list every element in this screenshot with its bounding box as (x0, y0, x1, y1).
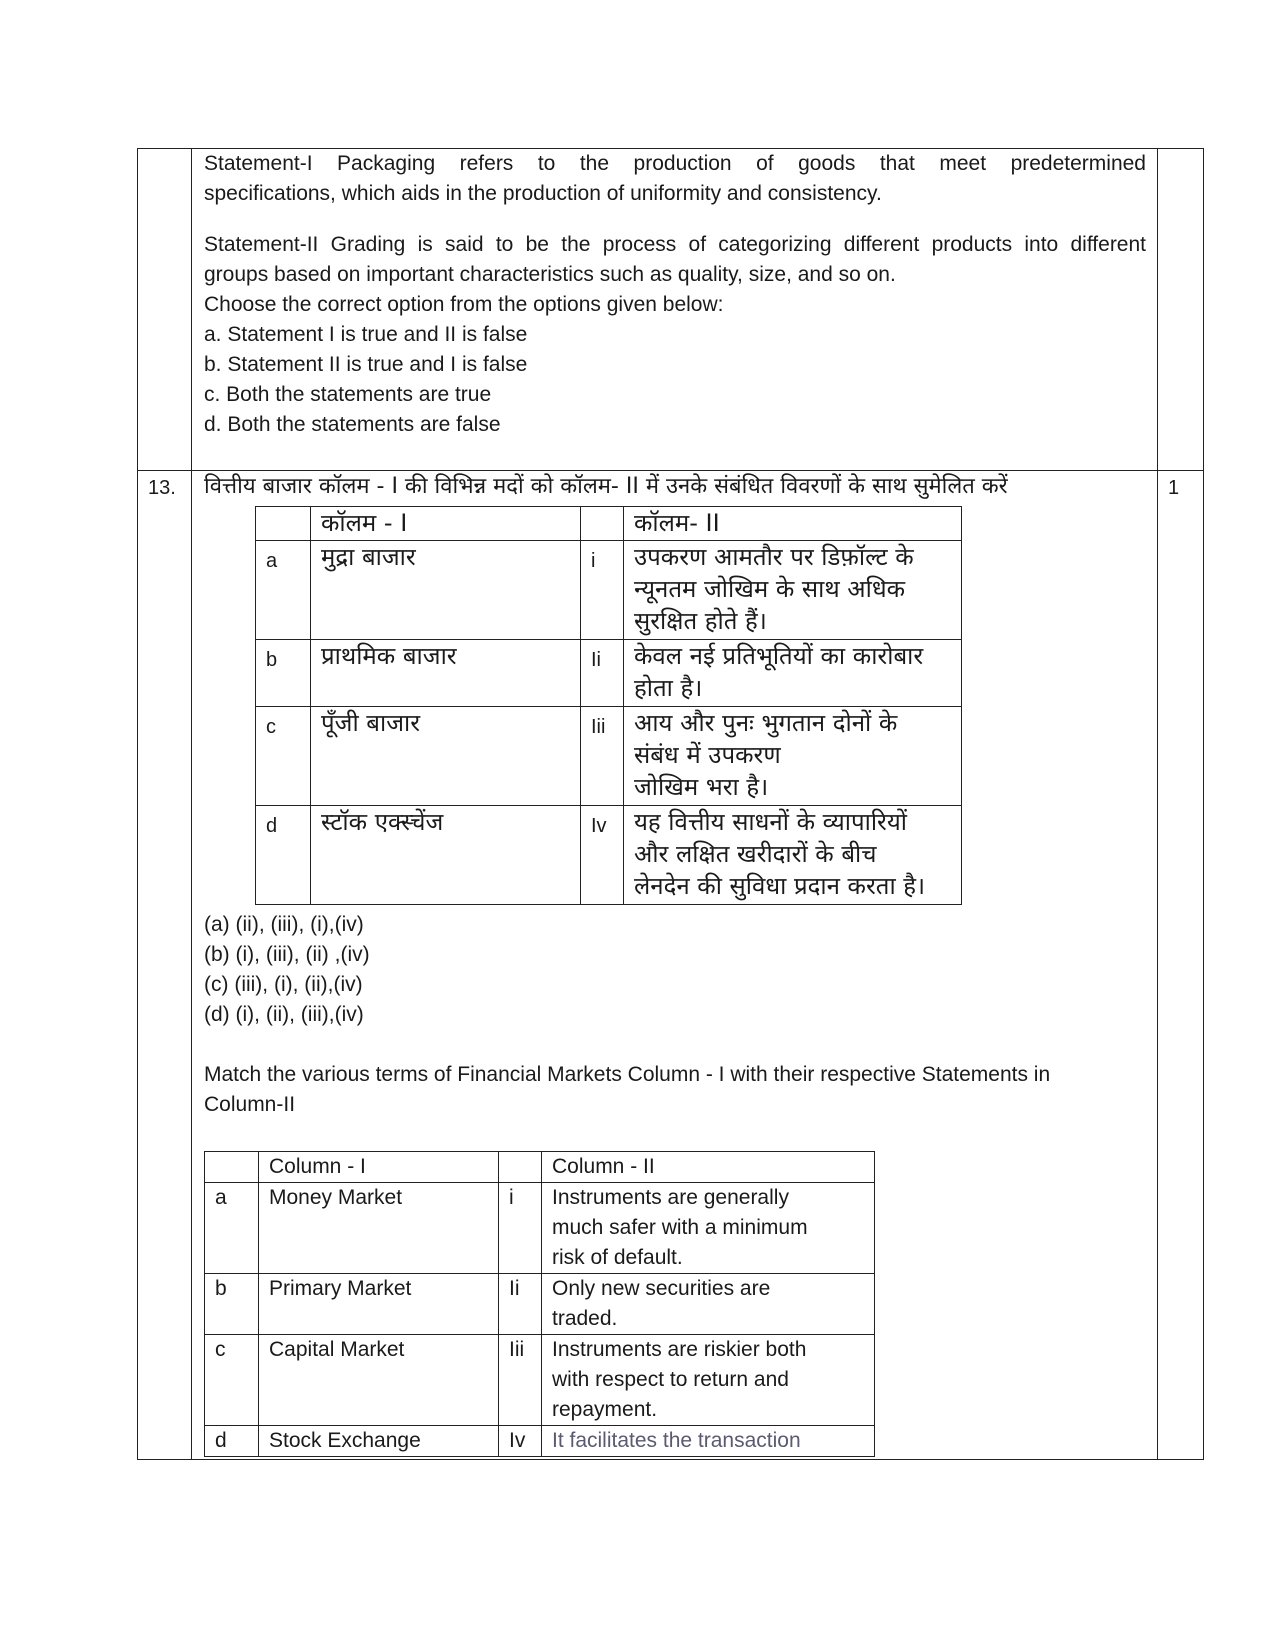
frame-right-border (1203, 148, 1204, 1459)
statement-line: उपकरण आमतौर पर डिफ़ॉल्ट के (634, 543, 914, 571)
row-key: a (205, 1183, 259, 1274)
english-question-line-1: Match the various terms of Financial Markets Column - I with their respective Statements in (204, 1063, 1051, 1086)
statement-line: संबंध में उपकरण (634, 741, 781, 769)
statement-line: risk of default. (552, 1246, 683, 1269)
statement-line: Only new securities are (552, 1277, 771, 1300)
table-row (205, 1335, 875, 1426)
table-row (256, 640, 962, 707)
row-term: Money Market (259, 1183, 499, 1274)
option-d: (d) (i), (ii), (iii),(iv) (204, 1003, 364, 1026)
statement-line: Instruments are generally (552, 1186, 789, 1209)
frame-bottom-border (137, 1459, 1204, 1460)
statement-option-b: b. Statement II is true and I is false (204, 353, 528, 376)
frame-left-border (137, 148, 138, 1459)
row-key: d (205, 1426, 259, 1457)
row-key: b (256, 640, 311, 707)
table-row (256, 707, 962, 806)
row-num: Iii (499, 1335, 542, 1426)
statement-line: केवल नई प्रतिभूतियों का कारोबार (634, 642, 924, 670)
table-row (256, 806, 962, 905)
frame-number-column-border (191, 148, 192, 1459)
table-row (205, 1274, 875, 1335)
row-num: Iv (499, 1426, 542, 1457)
row-term: पूँजी बाजार (311, 707, 581, 806)
row-num: Iii (581, 707, 624, 806)
row-statement (542, 1274, 875, 1335)
statement-1-line-1: Statement-I Packaging refers to the production of goods that meet predetermined (204, 152, 1146, 175)
row-num: Ii (581, 640, 624, 707)
statement-line: न्यूनतम जोखिम के साथ अधिक (634, 575, 906, 603)
row-key: d (256, 806, 311, 905)
option-b: (b) (i), (iii), (ii) ,(iv) (204, 943, 370, 966)
column-2-header: कॉलम- II (624, 507, 962, 541)
statement-line: Instruments are riskier both (552, 1338, 807, 1361)
row-term: मुद्रा बाजार (311, 541, 581, 640)
table-row (256, 541, 962, 640)
statement-line: सुरक्षित होते हैं। (634, 607, 767, 635)
statement-2-line-1: Statement-II Grading is said to be the process of categorizing different products into different (204, 233, 1146, 256)
table-cell (256, 507, 311, 541)
row-statement (624, 707, 962, 806)
statement-line: traded. (552, 1307, 618, 1330)
column-1-header: कॉलम - I (311, 507, 581, 541)
statement-instruction: Choose the correct option from the options given below: (204, 293, 724, 316)
statement-line: जोखिम भरा है। (634, 773, 769, 801)
option-a: (a) (ii), (iii), (i),(iv) (204, 913, 364, 936)
statement-2-line-2: groups based on important characteristics such as quality, size, and so on. (204, 263, 896, 286)
statement-option-d: d. Both the statements are false (204, 413, 501, 436)
row-statement: It facilitates the transaction (542, 1426, 875, 1457)
statement-option-c: c. Both the statements are true (204, 383, 492, 406)
row-statement (624, 806, 962, 905)
statement-line: much safer with a minimum (552, 1216, 808, 1239)
row-num: Ii (499, 1274, 542, 1335)
row-statement (624, 640, 962, 707)
table-row (205, 1426, 875, 1457)
row-key: c (256, 707, 311, 806)
statement-line: repayment. (552, 1398, 658, 1421)
english-question-line-2: Column-II (204, 1093, 296, 1116)
option-c: (c) (iii), (i), (ii),(iv) (204, 973, 363, 996)
table-row (205, 1183, 875, 1274)
row-num: i (499, 1183, 542, 1274)
english-match-table (204, 1151, 875, 1457)
row-term: Primary Market (259, 1274, 499, 1335)
row-term: Capital Market (259, 1335, 499, 1426)
statement-line: यह वित्तीय साधनों के व्यापारियों (634, 808, 907, 836)
table-cell (581, 507, 624, 541)
hindi-match-table (255, 506, 962, 905)
statement-line: with respect to return and (552, 1368, 789, 1391)
row-statement (542, 1335, 875, 1426)
table-header-row (256, 507, 962, 541)
row-num: Iv (581, 806, 624, 905)
row-term: स्टॉक एक्स्चेंज (311, 806, 581, 905)
statement-line: होता है। (634, 674, 703, 702)
question-marks: 1 (1168, 477, 1180, 499)
table-cell (205, 1152, 259, 1183)
hindi-question-text: वित्तीय बाजार कॉलम - I की विभिन्न मदों को कॉलम- II में उनके संबंधित विवरणों के साथ सुमेलित करें (204, 474, 1008, 499)
row-key: b (205, 1274, 259, 1335)
statement-option-a: a. Statement I is true and II is false (204, 323, 528, 346)
row-term: Stock Exchange (259, 1426, 499, 1457)
statement-1-line-2: specifications, which aids in the production of uniformity and consistency. (204, 182, 882, 205)
statement-line: और लक्षित खरीदारों के बीच (634, 840, 877, 868)
column-2-header: Column - II (542, 1152, 875, 1183)
question-number: 13. (148, 477, 176, 499)
table-header-row (205, 1152, 875, 1183)
table-cell (499, 1152, 542, 1183)
frame-marks-column-border (1157, 148, 1158, 1459)
row-statement (542, 1183, 875, 1274)
column-1-header: Column - I (259, 1152, 499, 1183)
statement-line: आय और पुनः भुगतान दोनों के (634, 709, 898, 737)
row-term: प्राथमिक बाजार (311, 640, 581, 707)
statement-line: लेनदेन की सुविधा प्रदान करता है। (634, 872, 926, 900)
row-statement (624, 541, 962, 640)
row-num: i (581, 541, 624, 640)
row-key: c (205, 1335, 259, 1426)
row-key: a (256, 541, 311, 640)
